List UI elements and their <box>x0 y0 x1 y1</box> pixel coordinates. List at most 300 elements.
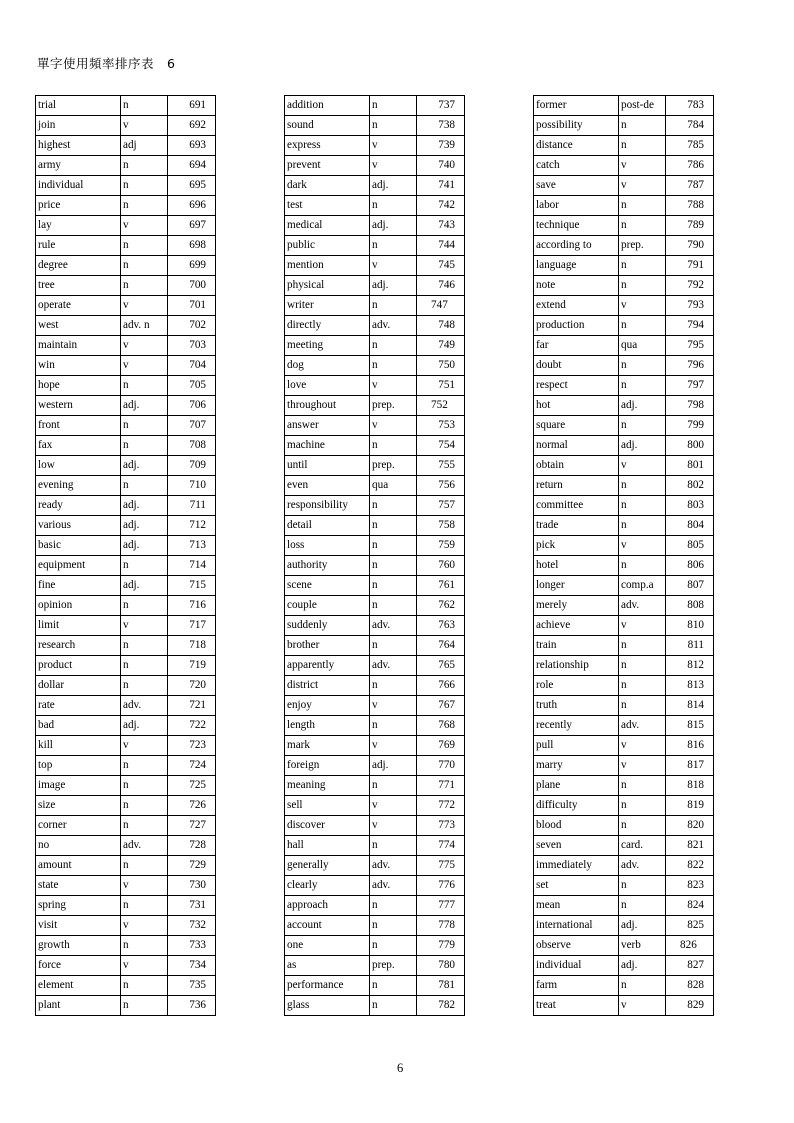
rank-cell: 754 <box>417 436 465 456</box>
rank-cell: 784 <box>666 116 714 136</box>
table-row <box>534 656 714 676</box>
part-of-speech-cell: v <box>121 116 168 136</box>
word-cell: former <box>534 96 619 116</box>
word-cell: sell <box>285 796 370 816</box>
table-row <box>534 416 714 436</box>
part-of-speech-cell: adv. <box>370 856 417 876</box>
part-of-speech-cell: v <box>619 176 666 196</box>
part-of-speech-cell: adj. <box>370 276 417 296</box>
part-of-speech-cell: n <box>619 356 666 376</box>
word-cell: immediately <box>534 856 619 876</box>
word-cell: obtain <box>534 456 619 476</box>
rank-cell: 807 <box>666 576 714 596</box>
part-of-speech-cell: v <box>370 416 417 436</box>
word-cell: physical <box>285 276 370 296</box>
part-of-speech-cell: n <box>370 976 417 996</box>
table-row <box>534 676 714 696</box>
rank-cell: 744 <box>417 236 465 256</box>
table-row <box>285 616 465 636</box>
rank-cell: 716 <box>168 596 216 616</box>
word-cell: visit <box>36 916 121 936</box>
rank-cell: 827 <box>666 956 714 976</box>
part-of-speech-cell: v <box>370 736 417 756</box>
part-of-speech-cell: n <box>619 896 666 916</box>
word-cell: directly <box>285 316 370 336</box>
table-row <box>285 316 465 336</box>
table-row <box>36 276 216 296</box>
word-cell: basic <box>36 536 121 556</box>
table-row <box>36 596 216 616</box>
word-cell: farm <box>534 976 619 996</box>
word-cell: rate <box>36 696 121 716</box>
rank-cell: 745 <box>417 256 465 276</box>
table-row <box>36 376 216 396</box>
rank-cell: 703 <box>168 336 216 356</box>
part-of-speech-cell: n <box>619 116 666 136</box>
part-of-speech-cell: n <box>121 196 168 216</box>
part-of-speech-cell: v <box>619 736 666 756</box>
part-of-speech-cell: n <box>121 156 168 176</box>
part-of-speech-cell: n <box>370 536 417 556</box>
table-row <box>534 476 714 496</box>
word-cell: brother <box>285 636 370 656</box>
rank-cell: 691 <box>168 96 216 116</box>
table-row <box>285 216 465 236</box>
word-cell: opinion <box>36 596 121 616</box>
part-of-speech-cell: n <box>121 936 168 956</box>
table-row <box>534 896 714 916</box>
word-cell: hotel <box>534 556 619 576</box>
part-of-speech-cell: v <box>619 156 666 176</box>
rank-cell: 740 <box>417 156 465 176</box>
part-of-speech-cell: v <box>619 536 666 556</box>
rank-cell: 755 <box>417 456 465 476</box>
table-row <box>534 796 714 816</box>
word-cell: limit <box>36 616 121 636</box>
word-cell: seven <box>534 836 619 856</box>
rank-cell: 713 <box>168 536 216 556</box>
table-row <box>534 936 714 956</box>
rank-cell: 749 <box>417 336 465 356</box>
part-of-speech-cell: adj. <box>121 396 168 416</box>
table-row <box>36 896 216 916</box>
part-of-speech-cell: n <box>619 696 666 716</box>
part-of-speech-cell: n <box>121 596 168 616</box>
table-row <box>285 696 465 716</box>
word-cell: state <box>36 876 121 896</box>
part-of-speech-cell: prep. <box>619 236 666 256</box>
part-of-speech-cell: n <box>121 236 168 256</box>
word-cell: glass <box>285 996 370 1016</box>
part-of-speech-cell: n <box>370 716 417 736</box>
rank-cell: 726 <box>168 796 216 816</box>
rank-cell: 776 <box>417 876 465 896</box>
word-cell: language <box>534 256 619 276</box>
table-row <box>36 876 216 896</box>
part-of-speech-cell: n <box>121 256 168 276</box>
rank-cell: 721 <box>168 696 216 716</box>
rank-cell: 817 <box>666 756 714 776</box>
rank-cell: 698 <box>168 236 216 256</box>
rank-cell: 708 <box>168 436 216 456</box>
rank-cell: 727 <box>168 816 216 836</box>
word-cell: dollar <box>36 676 121 696</box>
word-cell: meeting <box>285 336 370 356</box>
part-of-speech-cell: qua <box>370 476 417 496</box>
word-cell: distance <box>534 136 619 156</box>
table-row <box>534 176 714 196</box>
rank-cell: 712 <box>168 516 216 536</box>
table-row <box>285 456 465 476</box>
rank-cell: 789 <box>666 216 714 236</box>
word-cell: trade <box>534 516 619 536</box>
word-cell: save <box>534 176 619 196</box>
table-row <box>36 196 216 216</box>
part-of-speech-cell: n <box>619 516 666 536</box>
rank-cell: 806 <box>666 556 714 576</box>
rank-cell: 756 <box>417 476 465 496</box>
rank-cell: 816 <box>666 736 714 756</box>
rank-cell: 822 <box>666 856 714 876</box>
table-row <box>36 456 216 476</box>
rank-cell: 695 <box>168 176 216 196</box>
rank-cell: 734 <box>168 956 216 976</box>
word-cell: committee <box>534 496 619 516</box>
part-of-speech-cell: adv. <box>370 656 417 676</box>
word-cell: until <box>285 456 370 476</box>
rank-cell: 717 <box>168 616 216 636</box>
word-cell: image <box>36 776 121 796</box>
part-of-speech-cell: v <box>619 996 666 1016</box>
word-cell: machine <box>285 436 370 456</box>
table-row <box>534 716 714 736</box>
table-row <box>36 996 216 1016</box>
rank-cell: 702 <box>168 316 216 336</box>
rank-cell: 766 <box>417 676 465 696</box>
rank-cell: 736 <box>168 996 216 1016</box>
table-row <box>534 156 714 176</box>
part-of-speech-cell: adj. <box>121 496 168 516</box>
word-cell: spring <box>36 896 121 916</box>
word-cell: test <box>285 196 370 216</box>
part-of-speech-cell: n <box>619 196 666 216</box>
table-row <box>36 636 216 656</box>
word-cell: loss <box>285 536 370 556</box>
table-row <box>534 136 714 156</box>
part-of-speech-cell: verb <box>619 936 666 956</box>
word-cell: fax <box>36 436 121 456</box>
word-cell: highest <box>36 136 121 156</box>
part-of-speech-cell: n <box>121 96 168 116</box>
table-row <box>36 796 216 816</box>
table-row <box>285 276 465 296</box>
table-row <box>36 436 216 456</box>
rank-cell: 737 <box>417 96 465 116</box>
word-table-1 <box>35 95 216 1016</box>
word-cell: treat <box>534 996 619 1016</box>
table-row <box>285 656 465 676</box>
part-of-speech-cell: v <box>619 456 666 476</box>
part-of-speech-cell: n <box>121 476 168 496</box>
word-cell: apparently <box>285 656 370 676</box>
word-cell: blood <box>534 816 619 836</box>
rank-cell: 729 <box>168 856 216 876</box>
part-of-speech-cell: n <box>370 636 417 656</box>
table-row <box>285 476 465 496</box>
rank-cell: 751 <box>417 376 465 396</box>
table-row <box>534 336 714 356</box>
word-cell: possibility <box>534 116 619 136</box>
part-of-speech-cell: n <box>619 656 666 676</box>
rank-cell: 715 <box>168 576 216 596</box>
word-cell: set <box>534 876 619 896</box>
part-of-speech-cell: v <box>370 696 417 716</box>
word-cell: express <box>285 136 370 156</box>
part-of-speech-cell: n <box>121 796 168 816</box>
table-row <box>534 396 714 416</box>
part-of-speech-cell: n <box>121 856 168 876</box>
part-of-speech-cell: n <box>370 596 417 616</box>
part-of-speech-cell: n <box>370 336 417 356</box>
rank-cell: 788 <box>666 196 714 216</box>
rank-cell: 760 <box>417 556 465 576</box>
table-row <box>534 236 714 256</box>
rank-cell: 770 <box>417 756 465 776</box>
part-of-speech-cell: v <box>121 616 168 636</box>
word-cell: doubt <box>534 356 619 376</box>
table-row <box>534 916 714 936</box>
rank-cell: 759 <box>417 536 465 556</box>
rank-cell: 804 <box>666 516 714 536</box>
rank-cell: 791 <box>666 256 714 276</box>
rank-cell: 758 <box>417 516 465 536</box>
word-cell: individual <box>534 956 619 976</box>
rank-cell: 803 <box>666 496 714 516</box>
table-row <box>36 96 216 116</box>
part-of-speech-cell: n <box>370 576 417 596</box>
word-cell: international <box>534 916 619 936</box>
part-of-speech-cell: v <box>619 616 666 636</box>
table-row <box>534 496 714 516</box>
part-of-speech-cell: n <box>121 416 168 436</box>
part-of-speech-cell: v <box>370 256 417 276</box>
table-row <box>36 396 216 416</box>
part-of-speech-cell: n <box>370 896 417 916</box>
word-cell: element <box>36 976 121 996</box>
table-row <box>285 436 465 456</box>
word-cell: role <box>534 676 619 696</box>
part-of-speech-cell: n <box>619 136 666 156</box>
word-cell: front <box>36 416 121 436</box>
word-cell: performance <box>285 976 370 996</box>
rank-cell: 797 <box>666 376 714 396</box>
rank-cell: 710 <box>168 476 216 496</box>
part-of-speech-cell: n <box>619 816 666 836</box>
word-cell: western <box>36 396 121 416</box>
table-row <box>285 256 465 276</box>
table-row <box>36 216 216 236</box>
rank-cell: 811 <box>666 636 714 656</box>
part-of-speech-cell: v <box>121 876 168 896</box>
rank-cell: 728 <box>168 836 216 856</box>
table-row <box>285 956 465 976</box>
table-row <box>36 336 216 356</box>
rank-cell: 781 <box>417 976 465 996</box>
word-cell: ready <box>36 496 121 516</box>
table-row <box>36 356 216 376</box>
word-cell: note <box>534 276 619 296</box>
word-cell: even <box>285 476 370 496</box>
table-row <box>36 256 216 276</box>
rank-cell: 763 <box>417 616 465 636</box>
word-cell: operate <box>36 296 121 316</box>
part-of-speech-cell: n <box>121 636 168 656</box>
part-of-speech-cell: adj. <box>619 916 666 936</box>
table-row <box>36 776 216 796</box>
word-cell: clearly <box>285 876 370 896</box>
table-row <box>36 236 216 256</box>
part-of-speech-cell: n <box>121 896 168 916</box>
rank-cell: 792 <box>666 276 714 296</box>
word-cell: foreign <box>285 756 370 776</box>
part-of-speech-cell: card. <box>619 836 666 856</box>
rank-cell: 775 <box>417 856 465 876</box>
rank-cell: 764 <box>417 636 465 656</box>
word-cell: account <box>285 916 370 936</box>
part-of-speech-cell: adv. <box>370 876 417 896</box>
word-cell: recently <box>534 716 619 736</box>
rank-cell: 825 <box>666 916 714 936</box>
word-cell: mark <box>285 736 370 756</box>
word-cell: tree <box>36 276 121 296</box>
table-row <box>285 996 465 1016</box>
rank-cell: 815 <box>666 716 714 736</box>
rank-cell: 787 <box>666 176 714 196</box>
table-row <box>534 96 714 116</box>
rank-cell: 705 <box>168 376 216 396</box>
rank-cell: 731 <box>168 896 216 916</box>
word-cell: product <box>36 656 121 676</box>
part-of-speech-cell: adv. <box>370 316 417 336</box>
word-cell: marry <box>534 756 619 776</box>
part-of-speech-cell: n <box>370 296 417 316</box>
word-cell: observe <box>534 936 619 956</box>
table-row <box>534 456 714 476</box>
rank-cell: 767 <box>417 696 465 716</box>
table-row <box>36 416 216 436</box>
part-of-speech-cell: n <box>370 916 417 936</box>
part-of-speech-cell: n <box>370 116 417 136</box>
part-of-speech-cell: v <box>370 376 417 396</box>
rank-cell: 741 <box>417 176 465 196</box>
table-row <box>534 856 714 876</box>
word-cell: amount <box>36 856 121 876</box>
table-row <box>534 276 714 296</box>
rank-cell: 829 <box>666 996 714 1016</box>
table-row <box>534 216 714 236</box>
part-of-speech-cell: n <box>370 676 417 696</box>
rank-cell: 779 <box>417 936 465 956</box>
word-cell: west <box>36 316 121 336</box>
table-row <box>285 976 465 996</box>
rank-cell: 818 <box>666 776 714 796</box>
rank-cell: 799 <box>666 416 714 436</box>
rank-cell: 812 <box>666 656 714 676</box>
word-cell: detail <box>285 516 370 536</box>
word-cell: low <box>36 456 121 476</box>
part-of-speech-cell: adj. <box>619 436 666 456</box>
table-row <box>534 996 714 1016</box>
word-cell: force <box>36 956 121 976</box>
table-row <box>534 616 714 636</box>
table-row <box>534 356 714 376</box>
part-of-speech-cell: n <box>619 216 666 236</box>
rank-cell: 720 <box>168 676 216 696</box>
word-cell: square <box>534 416 619 436</box>
table-row <box>36 856 216 876</box>
rank-cell: 823 <box>666 876 714 896</box>
rank-cell: 800 <box>666 436 714 456</box>
rank-cell: 697 <box>168 216 216 236</box>
part-of-speech-cell: n <box>370 556 417 576</box>
table-row <box>36 736 216 756</box>
part-of-speech-cell: n <box>121 656 168 676</box>
word-cell: lay <box>36 216 121 236</box>
part-of-speech-cell: adj. <box>121 456 168 476</box>
part-of-speech-cell: n <box>370 836 417 856</box>
table-row <box>534 976 714 996</box>
part-of-speech-cell: n <box>370 356 417 376</box>
word-cell: evening <box>36 476 121 496</box>
word-cell: bad <box>36 716 121 736</box>
rank-cell: 748 <box>417 316 465 336</box>
rank-cell: 769 <box>417 736 465 756</box>
table-row <box>36 956 216 976</box>
rank-cell: 762 <box>417 596 465 616</box>
word-cell: length <box>285 716 370 736</box>
table-row <box>534 316 714 336</box>
rank-cell: 790 <box>666 236 714 256</box>
table-row <box>36 816 216 836</box>
rank-cell: 718 <box>168 636 216 656</box>
word-cell: answer <box>285 416 370 436</box>
rank-cell: 694 <box>168 156 216 176</box>
word-cell: plant <box>36 996 121 1016</box>
table-row <box>36 696 216 716</box>
word-cell: trial <box>36 96 121 116</box>
table-row <box>285 296 465 316</box>
part-of-speech-cell: v <box>619 296 666 316</box>
rank-cell: 757 <box>417 496 465 516</box>
part-of-speech-cell: v <box>121 736 168 756</box>
part-of-speech-cell: adj. <box>370 176 417 196</box>
table-row <box>534 636 714 656</box>
part-of-speech-cell: n <box>619 316 666 336</box>
rank-cell: 733 <box>168 936 216 956</box>
part-of-speech-cell: n <box>619 776 666 796</box>
table-row <box>36 576 216 596</box>
rank-cell: 777 <box>417 896 465 916</box>
table-row <box>285 416 465 436</box>
word-cell: responsibility <box>285 496 370 516</box>
word-cell: fine <box>36 576 121 596</box>
table-row <box>36 136 216 156</box>
part-of-speech-cell: n <box>370 516 417 536</box>
rank-cell: 732 <box>168 916 216 936</box>
table-row <box>534 436 714 456</box>
word-cell: far <box>534 336 619 356</box>
table-row <box>534 956 714 976</box>
